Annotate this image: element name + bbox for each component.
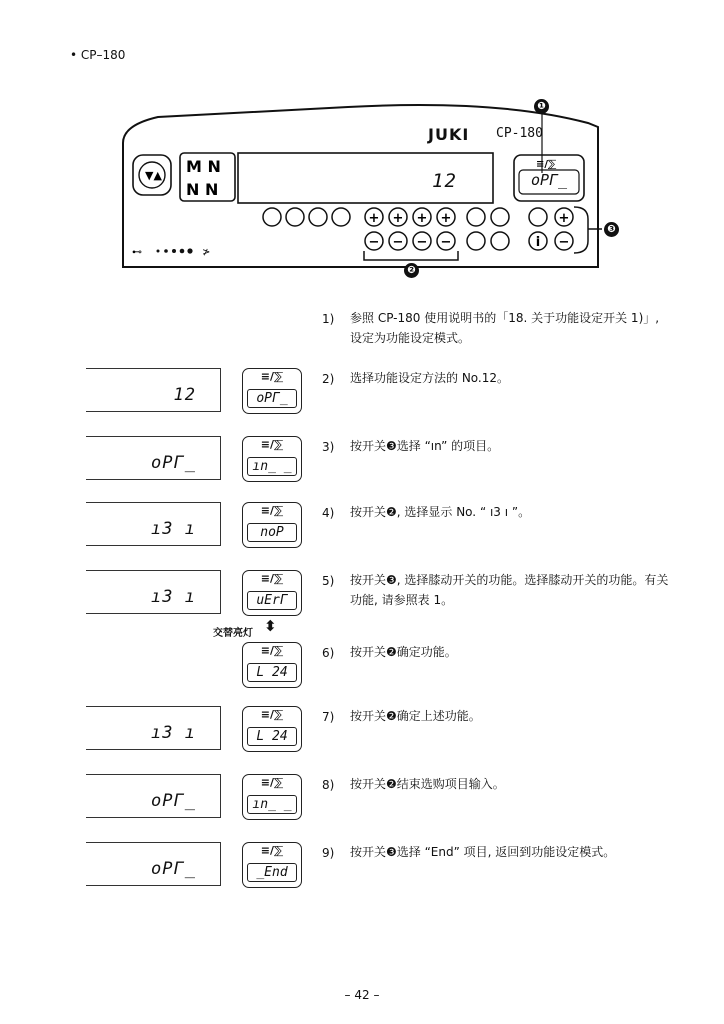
brand-logo: JUKI bbox=[428, 125, 470, 144]
step-9-text: 按开关❸选择 “End” 项目, 返回到功能设定模式。 bbox=[350, 845, 616, 859]
step-9-main-display bbox=[86, 842, 221, 886]
callout-3-icon: ❸ bbox=[604, 222, 619, 237]
svg-text:M N: M N bbox=[186, 157, 221, 176]
step-4-sub-display bbox=[242, 502, 302, 548]
svg-text:−: − bbox=[368, 235, 380, 250]
up-down-arrow-icon: ⬍ bbox=[264, 617, 277, 635]
step-7-sub-display bbox=[242, 706, 302, 752]
step-7-text: 按开关❷确定上述功能。 bbox=[350, 709, 481, 723]
step-2-number: 2) bbox=[322, 372, 335, 386]
sub-display-value: _End bbox=[247, 863, 297, 882]
step-3-sub-display bbox=[242, 436, 302, 482]
sub-display-value: L 24 bbox=[247, 727, 297, 746]
step-2-text: 选择功能设定方法的 No.12。 bbox=[350, 371, 510, 385]
svg-text:i: i bbox=[535, 235, 541, 250]
step-5-sub-display bbox=[242, 570, 302, 616]
step-8-main-display bbox=[86, 774, 221, 818]
svg-text:▼▲: ▼▲ bbox=[145, 169, 162, 182]
main-display-value: oPΓ_ bbox=[151, 791, 196, 811]
alternate-lighting-label: 交替亮灯 bbox=[213, 628, 253, 639]
panel-main-display: 12 bbox=[432, 170, 457, 192]
svg-text:+: + bbox=[368, 211, 380, 226]
callout-2-icon: ❷ bbox=[404, 263, 419, 278]
sub-display-value: L 24 bbox=[247, 663, 297, 682]
step-3-number: 3) bbox=[322, 440, 335, 454]
svg-text:≯: ≯ bbox=[202, 247, 211, 258]
display-mode-icon: ≡/⅀ bbox=[260, 844, 284, 857]
display-mode-icon: ≡/⅀ bbox=[260, 370, 284, 383]
step-1-number: 1) bbox=[322, 312, 335, 326]
svg-text:⊷: ⊷ bbox=[132, 247, 142, 258]
step-4-text: 按开关❷, 选择显示 No. “ ı3 ı ”。 bbox=[350, 505, 531, 519]
step-6-number: 6) bbox=[322, 646, 335, 660]
svg-text:N N: N N bbox=[186, 180, 219, 199]
model-tag: • CP–180 bbox=[70, 48, 126, 62]
display-mode-icon: ≡/⅀ bbox=[260, 776, 284, 789]
svg-text:≡/⅀: ≡/⅀ bbox=[536, 159, 557, 170]
page-number: – 42 – bbox=[344, 988, 380, 1002]
sub-display-value: ın_ _ bbox=[247, 795, 297, 814]
svg-text:−: − bbox=[440, 235, 452, 250]
main-display-value: ı3 ı bbox=[151, 587, 196, 607]
step-2-main-display bbox=[86, 368, 221, 412]
step-5-number: 5) bbox=[322, 574, 335, 588]
svg-text:+: + bbox=[392, 211, 404, 226]
control-panel-illustration bbox=[118, 95, 616, 276]
display-mode-icon: ≡/⅀ bbox=[260, 504, 284, 517]
step-1-text: 参照 CP-180 使用说明书的「18. 关于功能设定开关 1)」, 设定为功能设定模式。 bbox=[350, 311, 660, 345]
main-display-value: ı3 ı bbox=[151, 723, 196, 743]
svg-text:−: − bbox=[392, 235, 404, 250]
main-display-value: ı3 ı bbox=[151, 519, 196, 539]
step-6-text: 按开关❷确定功能。 bbox=[350, 645, 457, 659]
svg-text:−: − bbox=[416, 235, 428, 250]
display-mode-icon: ≡/⅀ bbox=[260, 438, 284, 451]
step-7-main-display bbox=[86, 706, 221, 750]
svg-text:−: − bbox=[558, 235, 570, 250]
step-7-number: 7) bbox=[322, 710, 335, 724]
step-3-main-display bbox=[86, 436, 221, 480]
step-2-sub-display bbox=[242, 368, 302, 414]
main-display-value: oPΓ_ bbox=[151, 859, 196, 879]
panel-model: CP-180 bbox=[496, 126, 543, 141]
step-5-text: 按开关❸, 选择膝动开关的功能。选择膝动开关的功能。有关功能, 请参照表 1。 bbox=[350, 573, 669, 607]
sub-display-value: ın_ _ bbox=[247, 457, 297, 476]
step-8-text: 按开关❷结束选购项目输入。 bbox=[350, 777, 505, 791]
step-8-sub-display bbox=[242, 774, 302, 820]
step-3-text: 按开关❸选择 “ın” 的项目。 bbox=[350, 439, 500, 453]
sub-display-value: uErΓ bbox=[247, 591, 297, 610]
step-9-sub-display bbox=[242, 842, 302, 888]
callout-1-icon: ❶ bbox=[534, 99, 549, 114]
svg-text:+: + bbox=[440, 211, 452, 226]
sub-display-value: noP bbox=[247, 523, 297, 542]
display-mode-icon: ≡/⅀ bbox=[260, 708, 284, 721]
step-5-main-display bbox=[86, 570, 221, 614]
svg-text:+: + bbox=[416, 211, 428, 226]
step-4-number: 4) bbox=[322, 506, 335, 520]
panel-sub-display: oPΓ_ bbox=[530, 171, 568, 189]
main-display-value: 12 bbox=[173, 385, 196, 405]
step-8-number: 8) bbox=[322, 778, 335, 792]
svg-text:+: + bbox=[558, 211, 570, 226]
display-mode-icon: ≡/⅀ bbox=[260, 644, 284, 657]
sub-display-value: oPΓ_ bbox=[247, 389, 297, 408]
main-display-value: oPΓ_ bbox=[151, 453, 196, 473]
display-mode-icon: ≡/⅀ bbox=[260, 572, 284, 585]
step-9-number: 9) bbox=[322, 846, 335, 860]
step-6-sub-display bbox=[242, 642, 302, 688]
step-4-main-display bbox=[86, 502, 221, 546]
